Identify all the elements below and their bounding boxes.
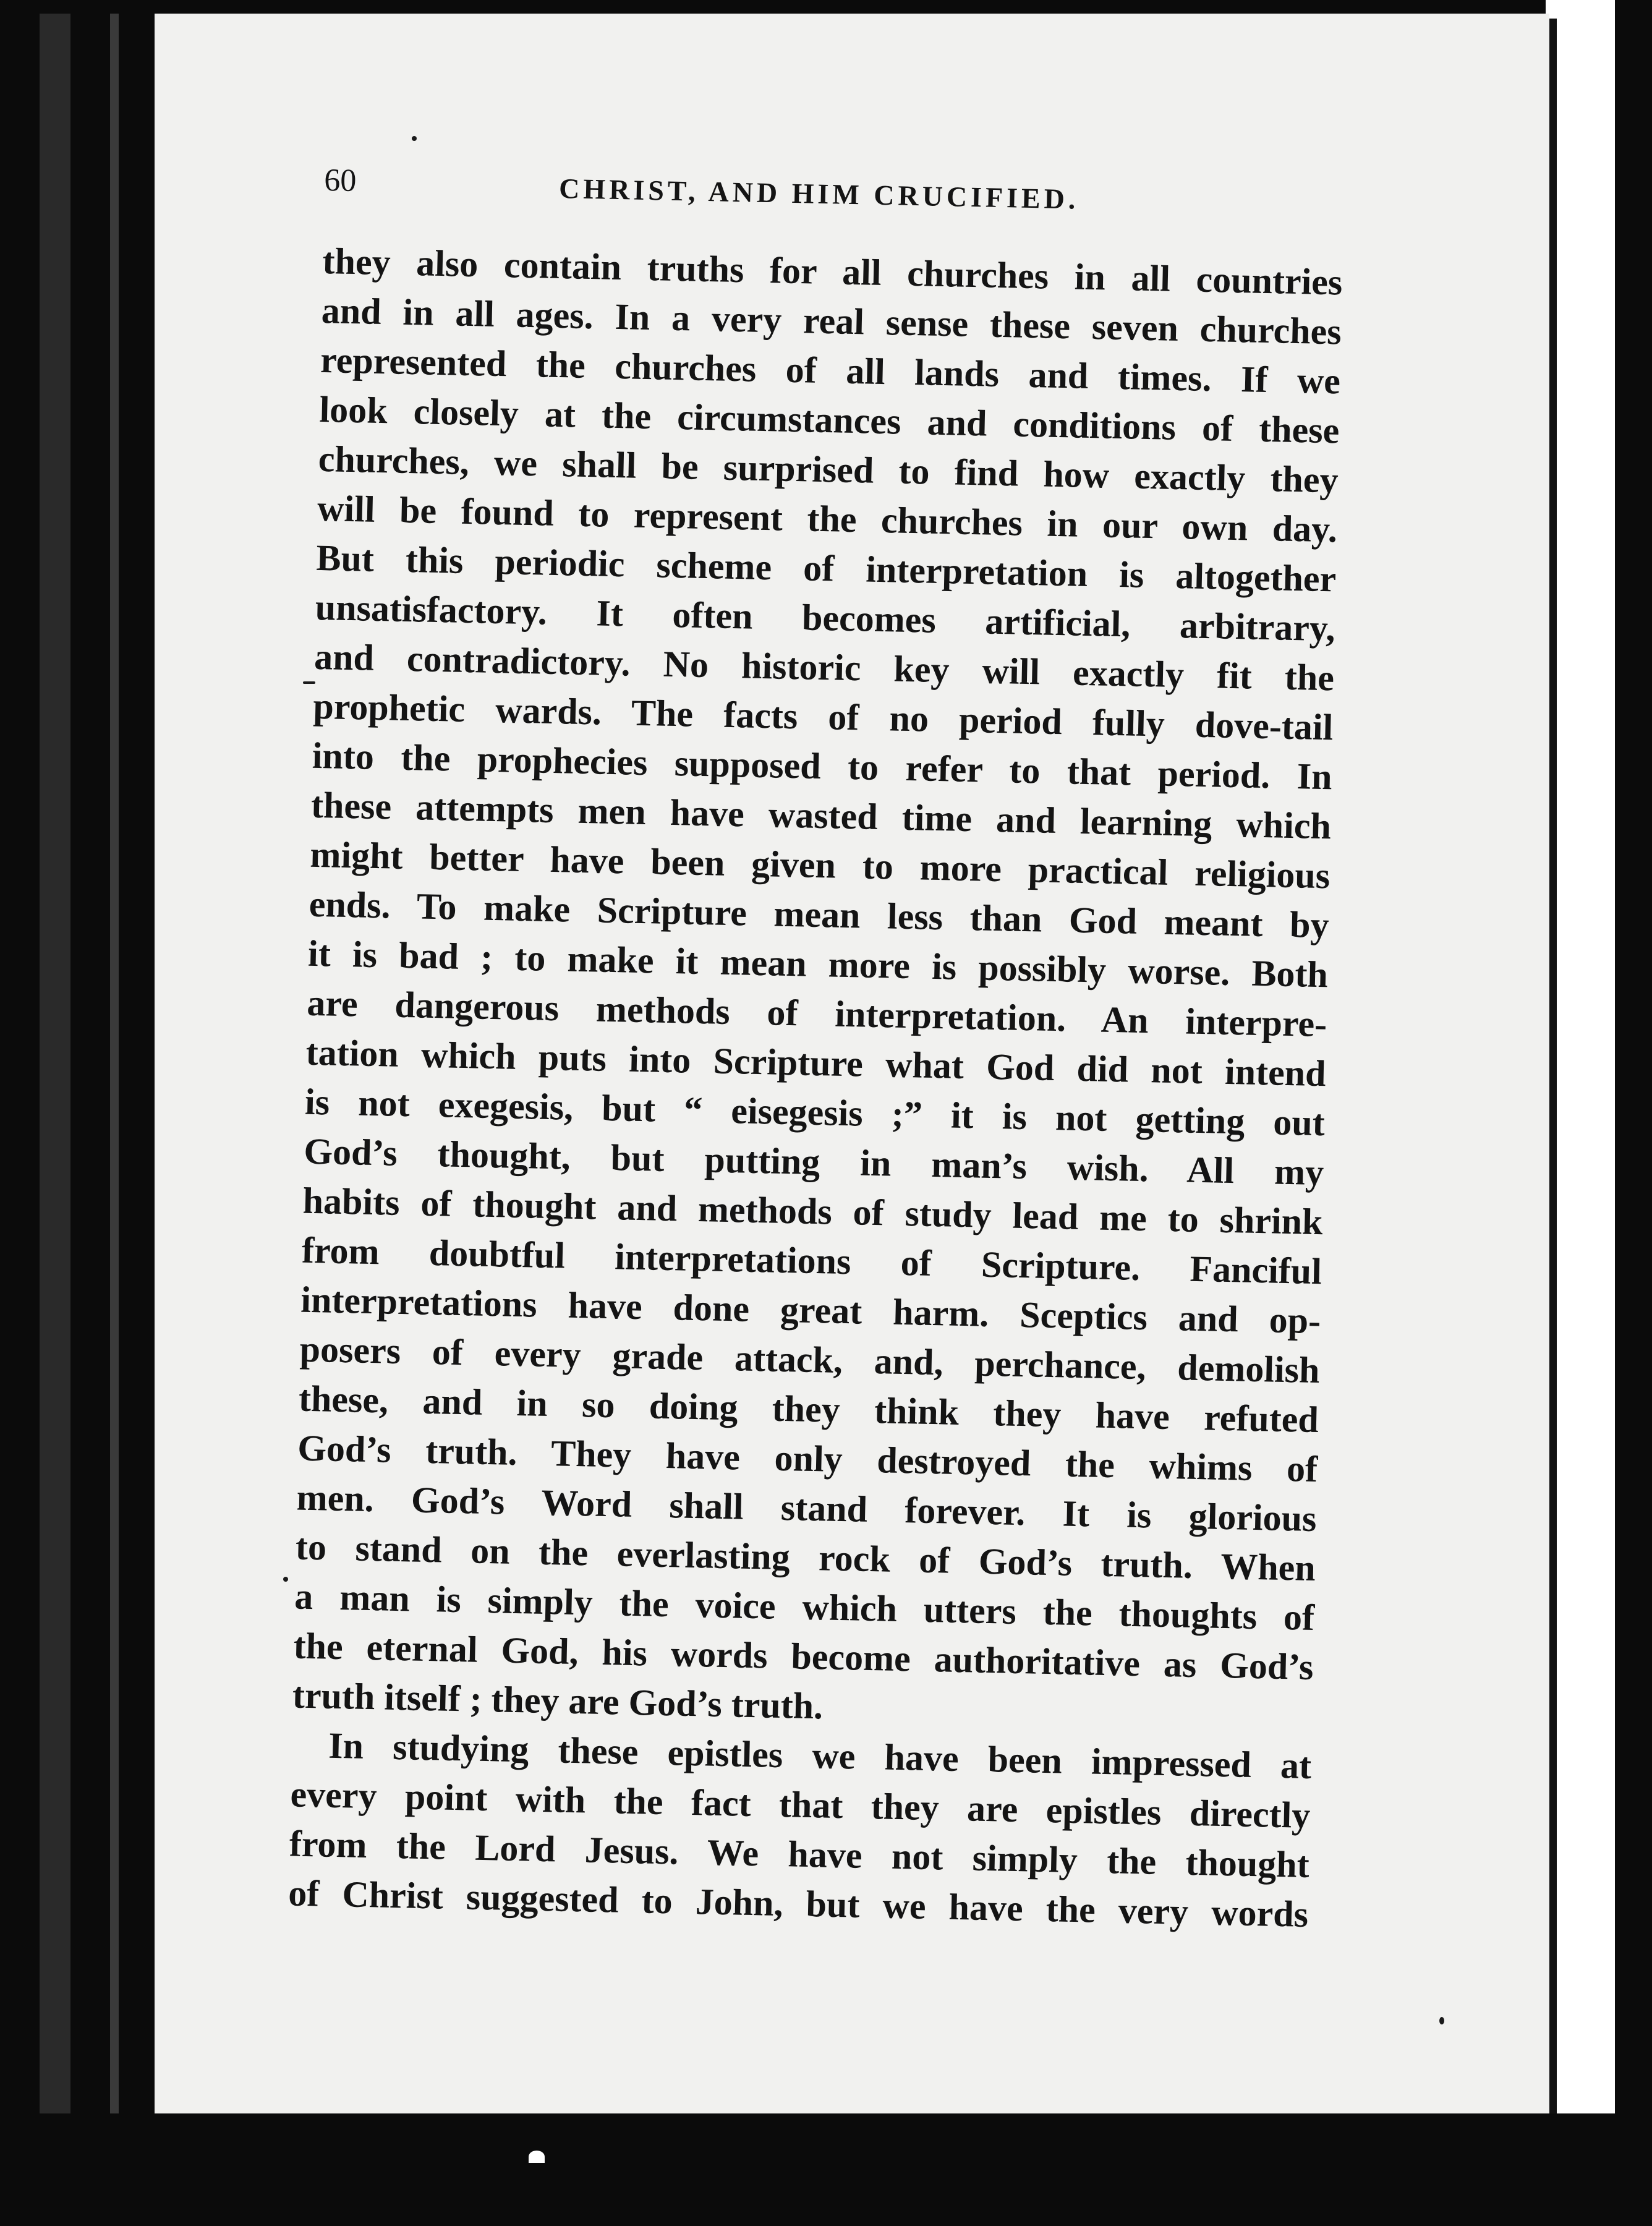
running-head: [323, 162, 1345, 239]
text-line: men. God’s Word shall stand forever. It is glorious: [296, 1477, 1318, 1540]
paragraph-end-line: truth itself ; they are God’s truth.: [292, 1674, 824, 1727]
ink-speck: [283, 1577, 288, 1582]
book-binding-edge: [0, 0, 155, 2226]
scan-bottom-edge: [0, 2113, 1652, 2226]
binding-stripe: [40, 0, 70, 2226]
scan-right-edge: [1615, 0, 1652, 2226]
text-line: they also contain truths for all churches in all countries: [321, 240, 1343, 303]
text-line: might better have been given to more practical religious: [309, 834, 1331, 897]
paragraph-start-line: In studying these epistles we have been impressed at: [328, 1725, 1312, 1786]
text-line: ends. To make Scripture mean less than God meant by: [309, 883, 1330, 946]
text-line: these attempts men have wasted time and learning which: [310, 784, 1332, 847]
text-line: interpretations have done great harm. Sceptics and op-: [300, 1279, 1321, 1342]
text-line: and in all ages. In a very real sense these seven churches: [321, 289, 1342, 352]
facing-page-rule: [1549, 19, 1557, 2121]
text-line: will be found to represent the churches in our own day.: [317, 487, 1338, 550]
text-line: unsatisfactory. It often becomes artificial, arbitrary,: [315, 586, 1336, 649]
text-line: these, and in so doing they think they have refuted: [298, 1378, 1319, 1441]
text-line: represented the churches of all lands and times. If we: [320, 339, 1341, 402]
text-line: prophetic wards. The facts of no period fully dove-tail: [312, 685, 1334, 748]
body-text: [288, 236, 1343, 1939]
text-line: into the prophecies supposed to refer to that period. In: [312, 735, 1333, 798]
text-line: habits of thought and methods of study lead me to shrink: [302, 1180, 1324, 1243]
text-line: tation which puts into Scripture what God did not intend: [305, 1031, 1327, 1094]
text-line: it is bad ; to make it mean more is possibly worse. Both: [307, 932, 1329, 996]
text-line: are dangerous methods of interpretation. An interpre-: [306, 982, 1327, 1045]
book-page: [155, 14, 1549, 2113]
running-title: CHRIST, AND HIM CRUCIFIED.: [558, 172, 1079, 215]
scan-top-edge: [0, 0, 1652, 14]
scan-mark: [529, 2151, 545, 2163]
binding-stripe-inner: [110, 0, 119, 2226]
text-line: and contradictory. No historic key will exactly fit the: [313, 636, 1335, 699]
text-line: God’s thought, but putting in man’s wish. All my: [303, 1130, 1324, 1193]
page-content: [288, 162, 1345, 1939]
text-line: to stand on the everlasting rock of God’s truth. When: [295, 1526, 1316, 1589]
text-line: the eternal God, his words become authoritative as God’s: [293, 1625, 1314, 1688]
ink-speck: [412, 136, 417, 141]
text-line: from doubtful interpretations of Scripture. Fanciful: [301, 1229, 1322, 1292]
text-line: churches, we shall be surprised to find how exactly they: [318, 438, 1339, 501]
text-line: every point with the fact that they are epistles directly: [290, 1773, 1311, 1836]
text-line: from the Lord Jesus. We have not simply the thought: [289, 1823, 1310, 1885]
page-number: 60: [323, 162, 357, 199]
text-line: a man is simply the voice which utters the thoughts of: [294, 1576, 1315, 1639]
text-line: But this periodic scheme of interpretation is altogether: [315, 537, 1337, 600]
text-line: of Christ suggested to John, but we have the very words: [287, 1872, 1309, 1935]
text-line: God’s truth. They have only destroyed the whims of: [297, 1427, 1318, 1490]
text-line: posers of every grade attack, and, perchance, demolish: [299, 1328, 1321, 1391]
text-line: is not exegesis, but “ eisegesis ;” it is not getting out: [304, 1081, 1326, 1144]
ink-speck: [1439, 2017, 1444, 2024]
text-line: look closely at the circumstances and conditions of these: [318, 388, 1340, 451]
